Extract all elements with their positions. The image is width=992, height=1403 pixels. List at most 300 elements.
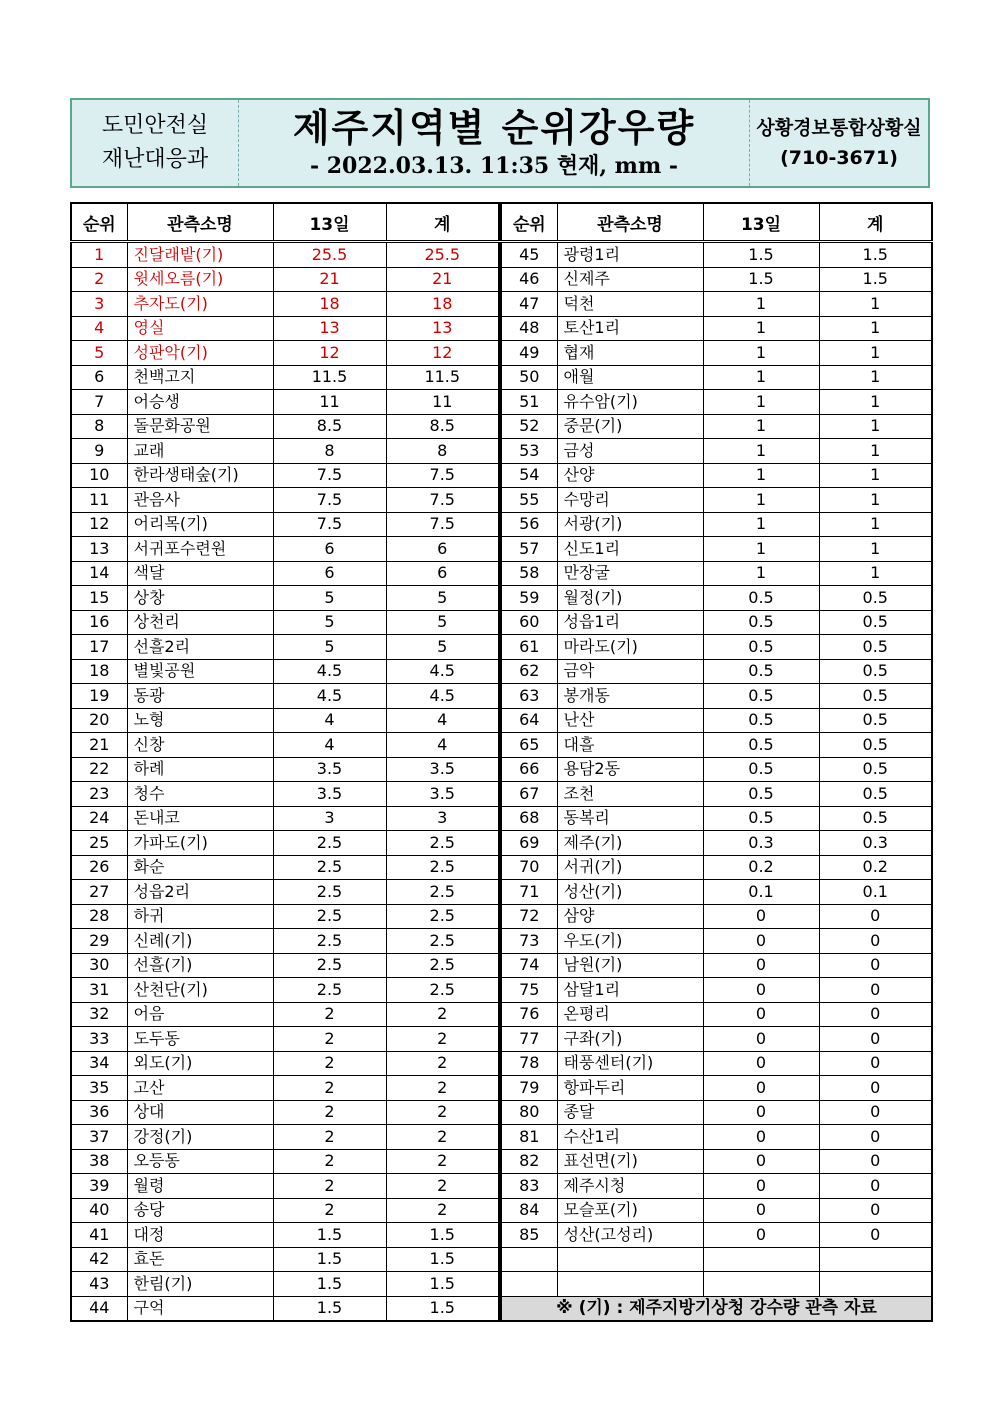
day-rainfall-cell: 8.5 xyxy=(273,414,386,439)
table-row xyxy=(71,463,499,488)
rank-cell: 74 xyxy=(501,953,557,978)
rank-cell: 15 xyxy=(71,586,127,611)
rank-cell: 62 xyxy=(501,659,557,684)
table-row xyxy=(71,610,499,635)
station-name-cell: 수산1리 xyxy=(557,1125,703,1150)
empty-cell xyxy=(501,1272,557,1297)
rank-cell: 52 xyxy=(501,414,557,439)
rank-cell: 85 xyxy=(501,1223,557,1248)
total-rainfall-cell: 0.5 xyxy=(819,708,932,733)
day-rainfall-cell: 1 xyxy=(703,561,819,586)
day-rainfall-cell: 0.5 xyxy=(703,782,819,807)
day-rainfall-cell: 11 xyxy=(273,390,386,415)
station-name-cell: 선흘2리 xyxy=(127,635,273,660)
empty-cell xyxy=(703,1272,819,1297)
station-name-cell: 대정 xyxy=(127,1223,273,1248)
table-row xyxy=(71,782,499,807)
table-row xyxy=(71,953,499,978)
table-row xyxy=(501,488,932,513)
column-header-total: 계 xyxy=(386,203,499,242)
rank-cell: 51 xyxy=(501,390,557,415)
total-rainfall-cell: 0 xyxy=(819,929,932,954)
rank-cell: 49 xyxy=(501,341,557,366)
column-header-rank: 순위 xyxy=(501,203,557,242)
day-rainfall-cell: 1 xyxy=(703,488,819,513)
rank-cell: 66 xyxy=(501,757,557,782)
rank-cell: 53 xyxy=(501,439,557,464)
table-row xyxy=(501,1125,932,1150)
rank-cell: 81 xyxy=(501,1125,557,1150)
station-name-cell: 조천 xyxy=(557,782,703,807)
day-rainfall-cell: 0.5 xyxy=(703,586,819,611)
rank-cell: 21 xyxy=(71,733,127,758)
station-name-cell: 모슬포(기) xyxy=(557,1198,703,1223)
table-row xyxy=(501,880,932,905)
rank-cell: 36 xyxy=(71,1100,127,1125)
station-name-cell: 강정(기) xyxy=(127,1125,273,1150)
rank-cell: 30 xyxy=(71,953,127,978)
table-row xyxy=(501,1027,932,1052)
rank-cell: 61 xyxy=(501,635,557,660)
total-rainfall-cell: 1 xyxy=(819,463,932,488)
day-rainfall-cell: 2 xyxy=(273,1100,386,1125)
day-rainfall-cell: 0.5 xyxy=(703,733,819,758)
table-row xyxy=(501,610,932,635)
station-name-cell: 효돈 xyxy=(127,1247,273,1272)
station-name-cell: 대흘 xyxy=(557,733,703,758)
station-name-cell: 성읍1리 xyxy=(557,610,703,635)
station-name-cell: 남원(기) xyxy=(557,953,703,978)
station-name-cell: 애월 xyxy=(557,365,703,390)
day-rainfall-cell: 1 xyxy=(703,365,819,390)
table-row xyxy=(71,929,499,954)
table-row xyxy=(501,537,932,562)
column-header-station: 관측소명 xyxy=(557,203,703,242)
total-rainfall-cell: 0.5 xyxy=(819,733,932,758)
rank-cell: 65 xyxy=(501,733,557,758)
day-rainfall-cell: 0 xyxy=(703,953,819,978)
station-name-cell: 한라생태숲(기) xyxy=(127,463,273,488)
day-rainfall-cell: 1 xyxy=(703,292,819,317)
rank-cell: 79 xyxy=(501,1076,557,1101)
table-row xyxy=(71,242,499,268)
day-rainfall-cell: 8 xyxy=(273,439,386,464)
footnote: ※ (기) : 제주지방기상청 강수량 관측 자료 xyxy=(501,1296,932,1321)
station-name-cell: 돈내코 xyxy=(127,806,273,831)
rank-cell: 68 xyxy=(501,806,557,831)
empty-cell xyxy=(501,1247,557,1272)
station-name-cell: 성산(고성리) xyxy=(557,1223,703,1248)
total-rainfall-cell: 3 xyxy=(386,806,499,831)
rank-cell: 78 xyxy=(501,1051,557,1076)
total-rainfall-cell: 5 xyxy=(386,586,499,611)
table-row xyxy=(501,365,932,390)
day-rainfall-cell: 0.2 xyxy=(703,855,819,880)
total-rainfall-cell: 7.5 xyxy=(386,463,499,488)
department-block xyxy=(72,100,239,186)
table-row xyxy=(71,1002,499,1027)
table-row xyxy=(501,267,932,292)
rank-cell: 58 xyxy=(501,561,557,586)
station-name-cell: 수망리 xyxy=(557,488,703,513)
rank-cell: 69 xyxy=(501,831,557,856)
total-rainfall-cell: 0 xyxy=(819,904,932,929)
rank-cell: 3 xyxy=(71,292,127,317)
total-rainfall-cell: 1 xyxy=(819,439,932,464)
table-row xyxy=(501,659,932,684)
total-rainfall-cell: 3.5 xyxy=(386,782,499,807)
total-rainfall-cell: 1 xyxy=(819,390,932,415)
table-row xyxy=(71,1247,499,1272)
station-name-cell: 신창 xyxy=(127,733,273,758)
station-name-cell: 서귀(기) xyxy=(557,855,703,880)
table-row xyxy=(71,1296,499,1321)
day-rainfall-cell: 2.5 xyxy=(273,953,386,978)
table-row xyxy=(71,978,499,1003)
day-rainfall-cell: 0 xyxy=(703,1125,819,1150)
total-rainfall-cell: 1 xyxy=(819,292,932,317)
total-rainfall-cell: 2.5 xyxy=(386,880,499,905)
table-row xyxy=(71,537,499,562)
total-rainfall-cell: 0 xyxy=(819,1125,932,1150)
station-name-cell: 봉개동 xyxy=(557,684,703,709)
rank-cell: 11 xyxy=(71,488,127,513)
table-row xyxy=(71,1100,499,1125)
day-rainfall-cell: 6 xyxy=(273,537,386,562)
total-rainfall-cell: 0.5 xyxy=(819,659,932,684)
table-row xyxy=(501,439,932,464)
total-rainfall-cell: 2.5 xyxy=(386,978,499,1003)
total-rainfall-cell: 0 xyxy=(819,1100,932,1125)
table-row xyxy=(71,267,499,292)
total-rainfall-cell: 2 xyxy=(386,1149,499,1174)
station-name-cell: 진달래밭(기) xyxy=(127,242,273,268)
total-rainfall-cell: 0 xyxy=(819,1051,932,1076)
table-row xyxy=(71,561,499,586)
total-rainfall-cell: 4.5 xyxy=(386,659,499,684)
day-rainfall-cell: 18 xyxy=(273,292,386,317)
day-rainfall-cell: 0.5 xyxy=(703,659,819,684)
rank-cell: 35 xyxy=(71,1076,127,1101)
total-rainfall-cell: 8.5 xyxy=(386,414,499,439)
rank-cell: 7 xyxy=(71,390,127,415)
rank-cell: 28 xyxy=(71,904,127,929)
total-rainfall-cell: 1.5 xyxy=(819,242,932,268)
table-row xyxy=(71,414,499,439)
total-rainfall-cell: 1 xyxy=(819,414,932,439)
total-rainfall-cell: 1 xyxy=(819,561,932,586)
table-row xyxy=(71,390,499,415)
station-name-cell: 유수암(기) xyxy=(557,390,703,415)
station-name-cell: 서귀포수련원 xyxy=(127,537,273,562)
total-rainfall-cell: 11.5 xyxy=(386,365,499,390)
total-rainfall-cell: 1.5 xyxy=(386,1272,499,1297)
total-rainfall-cell: 0.5 xyxy=(819,757,932,782)
station-name-cell: 상천리 xyxy=(127,610,273,635)
total-rainfall-cell: 1.5 xyxy=(386,1247,499,1272)
rank-cell: 34 xyxy=(71,1051,127,1076)
day-rainfall-cell: 3.5 xyxy=(273,757,386,782)
rank-cell: 50 xyxy=(501,365,557,390)
total-rainfall-cell: 0 xyxy=(819,1198,932,1223)
table-row xyxy=(71,439,499,464)
report-header xyxy=(70,98,930,188)
contact-block xyxy=(749,100,928,186)
total-rainfall-cell: 4.5 xyxy=(386,684,499,709)
table-row xyxy=(71,365,499,390)
day-rainfall-cell: 7.5 xyxy=(273,488,386,513)
table-row xyxy=(501,1198,932,1223)
rank-cell: 10 xyxy=(71,463,127,488)
day-rainfall-cell: 4.5 xyxy=(273,684,386,709)
total-rainfall-cell: 0.5 xyxy=(819,635,932,660)
day-rainfall-cell: 2.5 xyxy=(273,880,386,905)
rank-cell: 55 xyxy=(501,488,557,513)
table-row xyxy=(501,390,932,415)
total-rainfall-cell: 0 xyxy=(819,978,932,1003)
rank-cell: 40 xyxy=(71,1198,127,1223)
table-row xyxy=(71,1051,499,1076)
table-row xyxy=(501,806,932,831)
office-name: 상황경보통합상황실 xyxy=(756,117,922,139)
total-rainfall-cell: 2 xyxy=(386,1198,499,1223)
station-name-cell: 관음사 xyxy=(127,488,273,513)
rank-cell: 54 xyxy=(501,463,557,488)
day-rainfall-cell: 1.5 xyxy=(273,1296,386,1321)
table-row xyxy=(501,463,932,488)
station-name-cell: 어음 xyxy=(127,1002,273,1027)
station-name-cell: 상창 xyxy=(127,586,273,611)
table-row xyxy=(71,904,499,929)
table-row xyxy=(71,1027,499,1052)
total-rainfall-cell: 1.5 xyxy=(386,1296,499,1321)
station-name-cell: 추자도(기) xyxy=(127,292,273,317)
day-rainfall-cell: 5 xyxy=(273,586,386,611)
day-rainfall-cell: 0.5 xyxy=(703,757,819,782)
rank-cell: 2 xyxy=(71,267,127,292)
table-header-row xyxy=(501,203,932,242)
day-rainfall-cell: 2 xyxy=(273,1125,386,1150)
total-rainfall-cell: 6 xyxy=(386,537,499,562)
table-row xyxy=(501,831,932,856)
rank-cell: 59 xyxy=(501,586,557,611)
rank-cell: 64 xyxy=(501,708,557,733)
report-timestamp: - 2022.03.13. 11:35 현재, mm - xyxy=(309,153,679,179)
empty-cell xyxy=(703,1247,819,1272)
rank-cell: 70 xyxy=(501,855,557,880)
day-rainfall-cell: 12 xyxy=(273,341,386,366)
table-row xyxy=(501,708,932,733)
rank-cell: 32 xyxy=(71,1002,127,1027)
table-row xyxy=(71,659,499,684)
station-name-cell: 제주(기) xyxy=(557,831,703,856)
day-rainfall-cell: 13 xyxy=(273,316,386,341)
station-name-cell: 외도(기) xyxy=(127,1051,273,1076)
rank-cell: 29 xyxy=(71,929,127,954)
total-rainfall-cell: 3.5 xyxy=(386,757,499,782)
station-name-cell: 용담2동 xyxy=(557,757,703,782)
table-row xyxy=(501,1100,932,1125)
column-header-total: 계 xyxy=(819,203,932,242)
table-row xyxy=(501,1051,932,1076)
day-rainfall-cell: 2 xyxy=(273,1174,386,1199)
station-name-cell: 서광(기) xyxy=(557,512,703,537)
total-rainfall-cell: 5 xyxy=(386,610,499,635)
table-row xyxy=(501,929,932,954)
total-rainfall-cell: 2.5 xyxy=(386,831,499,856)
total-rainfall-cell: 25.5 xyxy=(386,242,499,268)
table-row xyxy=(71,488,499,513)
table-row xyxy=(71,292,499,317)
table-row xyxy=(501,1174,932,1199)
total-rainfall-cell: 2.5 xyxy=(386,929,499,954)
total-rainfall-cell: 0 xyxy=(819,1149,932,1174)
station-name-cell: 태풍센터(기) xyxy=(557,1051,703,1076)
station-name-cell: 구좌(기) xyxy=(557,1027,703,1052)
total-rainfall-cell: 5 xyxy=(386,635,499,660)
station-name-cell: 상대 xyxy=(127,1100,273,1125)
empty-cell xyxy=(819,1272,932,1297)
station-name-cell: 성읍2리 xyxy=(127,880,273,905)
rank-cell: 20 xyxy=(71,708,127,733)
rank-cell: 60 xyxy=(501,610,557,635)
station-name-cell: 마라도(기) xyxy=(557,635,703,660)
day-rainfall-cell: 2 xyxy=(273,1149,386,1174)
day-rainfall-cell: 1.5 xyxy=(273,1247,386,1272)
rank-cell: 4 xyxy=(71,316,127,341)
total-rainfall-cell: 0.5 xyxy=(819,806,932,831)
total-rainfall-cell: 1 xyxy=(819,365,932,390)
station-name-cell: 동복리 xyxy=(557,806,703,831)
total-rainfall-cell: 2 xyxy=(386,1027,499,1052)
day-rainfall-cell: 0 xyxy=(703,978,819,1003)
station-name-cell: 하례 xyxy=(127,757,273,782)
rainfall-table-left xyxy=(70,202,500,1322)
rank-cell: 25 xyxy=(71,831,127,856)
day-rainfall-cell: 5 xyxy=(273,610,386,635)
total-rainfall-cell: 6 xyxy=(386,561,499,586)
total-rainfall-cell: 1 xyxy=(819,512,932,537)
rank-cell: 33 xyxy=(71,1027,127,1052)
rank-cell: 77 xyxy=(501,1027,557,1052)
station-name-cell: 삼양 xyxy=(557,904,703,929)
rank-cell: 19 xyxy=(71,684,127,709)
rank-cell: 71 xyxy=(501,880,557,905)
station-name-cell: 덕천 xyxy=(557,292,703,317)
station-name-cell: 송당 xyxy=(127,1198,273,1223)
table-row xyxy=(71,806,499,831)
table-row xyxy=(501,782,932,807)
station-name-cell: 고산 xyxy=(127,1076,273,1101)
total-rainfall-cell: 2 xyxy=(386,1100,499,1125)
total-rainfall-cell: 0.5 xyxy=(819,684,932,709)
table-row xyxy=(71,733,499,758)
total-rainfall-cell: 2.5 xyxy=(386,855,499,880)
day-rainfall-cell: 2 xyxy=(273,1027,386,1052)
rank-cell: 73 xyxy=(501,929,557,954)
rank-cell: 45 xyxy=(501,242,557,268)
rank-cell: 37 xyxy=(71,1125,127,1150)
rank-cell: 6 xyxy=(71,365,127,390)
station-name-cell: 만장굴 xyxy=(557,561,703,586)
day-rainfall-cell: 1 xyxy=(703,341,819,366)
department-line-2: 재난대응과 xyxy=(101,147,209,172)
day-rainfall-cell: 0.3 xyxy=(703,831,819,856)
station-name-cell: 광령1리 xyxy=(557,242,703,268)
day-rainfall-cell: 1 xyxy=(703,390,819,415)
rank-cell: 31 xyxy=(71,978,127,1003)
station-name-cell: 가파도(기) xyxy=(127,831,273,856)
total-rainfall-cell: 12 xyxy=(386,341,499,366)
day-rainfall-cell: 1.5 xyxy=(703,242,819,268)
empty-row xyxy=(501,1272,932,1297)
table-row xyxy=(501,1223,932,1248)
total-rainfall-cell: 2 xyxy=(386,1051,499,1076)
day-rainfall-cell: 2 xyxy=(273,1051,386,1076)
table-row xyxy=(501,855,932,880)
day-rainfall-cell: 0 xyxy=(703,1198,819,1223)
rank-cell: 57 xyxy=(501,537,557,562)
total-rainfall-cell: 2.5 xyxy=(386,904,499,929)
rank-cell: 27 xyxy=(71,880,127,905)
table-row xyxy=(71,635,499,660)
rank-cell: 23 xyxy=(71,782,127,807)
station-name-cell: 교래 xyxy=(127,439,273,464)
table-row xyxy=(71,880,499,905)
total-rainfall-cell: 1 xyxy=(819,537,932,562)
table-row xyxy=(501,978,932,1003)
station-name-cell: 토산1리 xyxy=(557,316,703,341)
column-header-rank: 순위 xyxy=(71,203,127,242)
station-name-cell: 한림(기) xyxy=(127,1272,273,1297)
rank-cell: 18 xyxy=(71,659,127,684)
day-rainfall-cell: 0 xyxy=(703,1076,819,1101)
rank-cell: 8 xyxy=(71,414,127,439)
station-name-cell: 종달 xyxy=(557,1100,703,1125)
table-row xyxy=(71,1149,499,1174)
table-row xyxy=(71,1198,499,1223)
table-row xyxy=(501,242,932,268)
station-name-cell: 화순 xyxy=(127,855,273,880)
column-header-day: 13일 xyxy=(703,203,819,242)
table-row xyxy=(501,341,932,366)
day-rainfall-cell: 2.5 xyxy=(273,978,386,1003)
total-rainfall-cell: 2.5 xyxy=(386,953,499,978)
total-rainfall-cell: 13 xyxy=(386,316,499,341)
station-name-cell: 천백고지 xyxy=(127,365,273,390)
rank-cell: 43 xyxy=(71,1272,127,1297)
rank-cell: 5 xyxy=(71,341,127,366)
table-row xyxy=(501,316,932,341)
table-row xyxy=(501,586,932,611)
station-name-cell: 표선면(기) xyxy=(557,1149,703,1174)
column-header-station: 관측소명 xyxy=(127,203,273,242)
day-rainfall-cell: 0.1 xyxy=(703,880,819,905)
table-row xyxy=(71,831,499,856)
total-rainfall-cell: 11 xyxy=(386,390,499,415)
rank-cell: 9 xyxy=(71,439,127,464)
day-rainfall-cell: 0 xyxy=(703,1223,819,1248)
table-row xyxy=(71,1125,499,1150)
rank-cell: 14 xyxy=(71,561,127,586)
day-rainfall-cell: 1 xyxy=(703,316,819,341)
total-rainfall-cell: 0.3 xyxy=(819,831,932,856)
total-rainfall-cell: 0 xyxy=(819,1223,932,1248)
day-rainfall-cell: 7.5 xyxy=(273,512,386,537)
rank-cell: 17 xyxy=(71,635,127,660)
day-rainfall-cell: 1.5 xyxy=(703,267,819,292)
day-rainfall-cell: 2.5 xyxy=(273,855,386,880)
